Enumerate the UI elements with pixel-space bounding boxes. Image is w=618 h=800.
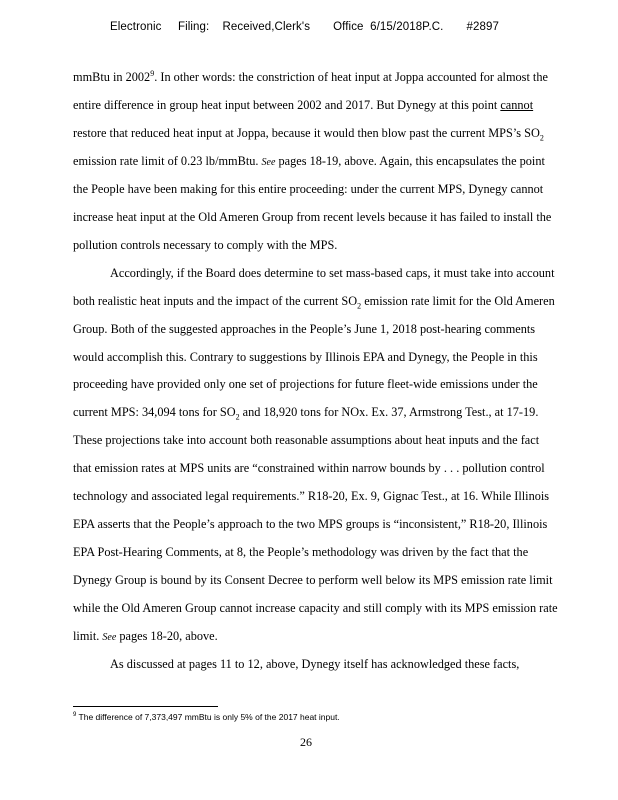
footnote-reference: 9 [150,68,155,78]
body-line: increase heat input at the Old Ameren Group from recent levels because it has failed to install the [73,210,552,224]
electronic-filing-header: Electronic Filing: Received,Clerk's Office 6/15/2018P.C. #2897 [110,21,500,33]
body-line: EPA Post-Hearing Comments, at 8, the People’s methodology was driven by the fact that the [73,545,529,559]
footnote: $^9$ The difference of 7,373,497 mmBtu is only 5% of the 2017 heat input. [73,712,340,722]
body-line: EPA asserts that the People’s approach to the two MPS groups is “inconsistent,” R18-20, Illinois [73,517,548,531]
body-line: would accomplish this. Contrary to suggestions by Illinois EPA and Dynegy, the People in this [73,350,538,364]
body-line: emission rate limit of 0.23 lb/mmBtu. See pages 18-19, above. Again, this encapsulates the point [73,154,545,168]
body-line: Accordingly, if the Board does determine to set mass-based caps, it must take into account [110,266,555,280]
body-line: that emission rates at MPS units are “constrained within narrow bounds by . . . pollution control [73,461,545,475]
body-line: technology and associated legal requirements.” R18-20, Ex. 9, Gignac Test., at 16. While Illinois [73,489,550,503]
body-line: both realistic heat inputs and the impact of the current $SO_2$ emission rate limit for the Old Ameren [73,294,555,311]
body-line: pollution controls necessary to comply with the MPS. [73,238,338,252]
body-line: These projections take into account both reasonable assumptions about heat inputs and the fact [73,433,540,447]
body-line: proceeding have provided only one set of projections for future fleet-wide emissions under the [73,377,538,391]
citation-signal: See [102,632,117,643]
body-line: mmBtu in 2002$^9$. In other words: the constriction of heat input at Joppa accounted for almost the [73,68,548,84]
page-number: 26 [300,735,312,749]
body-line: while the Old Ameren Group cannot increase capacity and still comply with its MPS emission rate [73,601,558,615]
body-line: the People have been making for this entire proceeding: under the current MPS, Dynegy cannot [73,182,544,196]
body-line: current MPS: 34,094 tons for $SO_2$ and 18,920 tons for NOx. Ex. 37, Armstrong Test., at 17-19. [73,405,539,422]
body-line: Dynegy Group is bound by its Consent Decree to perform well below its MPS emission rate limit [73,573,553,587]
underlined-emphasis: cannot [500,98,534,112]
body-line: restore that reduced heat input at Joppa, because it would then blow past the current MPS’s $SO_2$ [73,126,544,143]
footnote-separator [73,706,218,707]
body-line: Group. Both of the suggested approaches in the People’s June 1, 2018 post-hearing comments [73,322,536,336]
body-line: As discussed at pages 11 to 12, above, Dynegy itself has acknowledged these facts, [110,657,520,671]
body-line: limit. See pages 18-20, above. [73,629,218,643]
citation-signal: See [261,157,276,168]
body-line: entire difference in group heat input between 2002 and 2017. But Dynegy at this point cannot [73,98,534,112]
